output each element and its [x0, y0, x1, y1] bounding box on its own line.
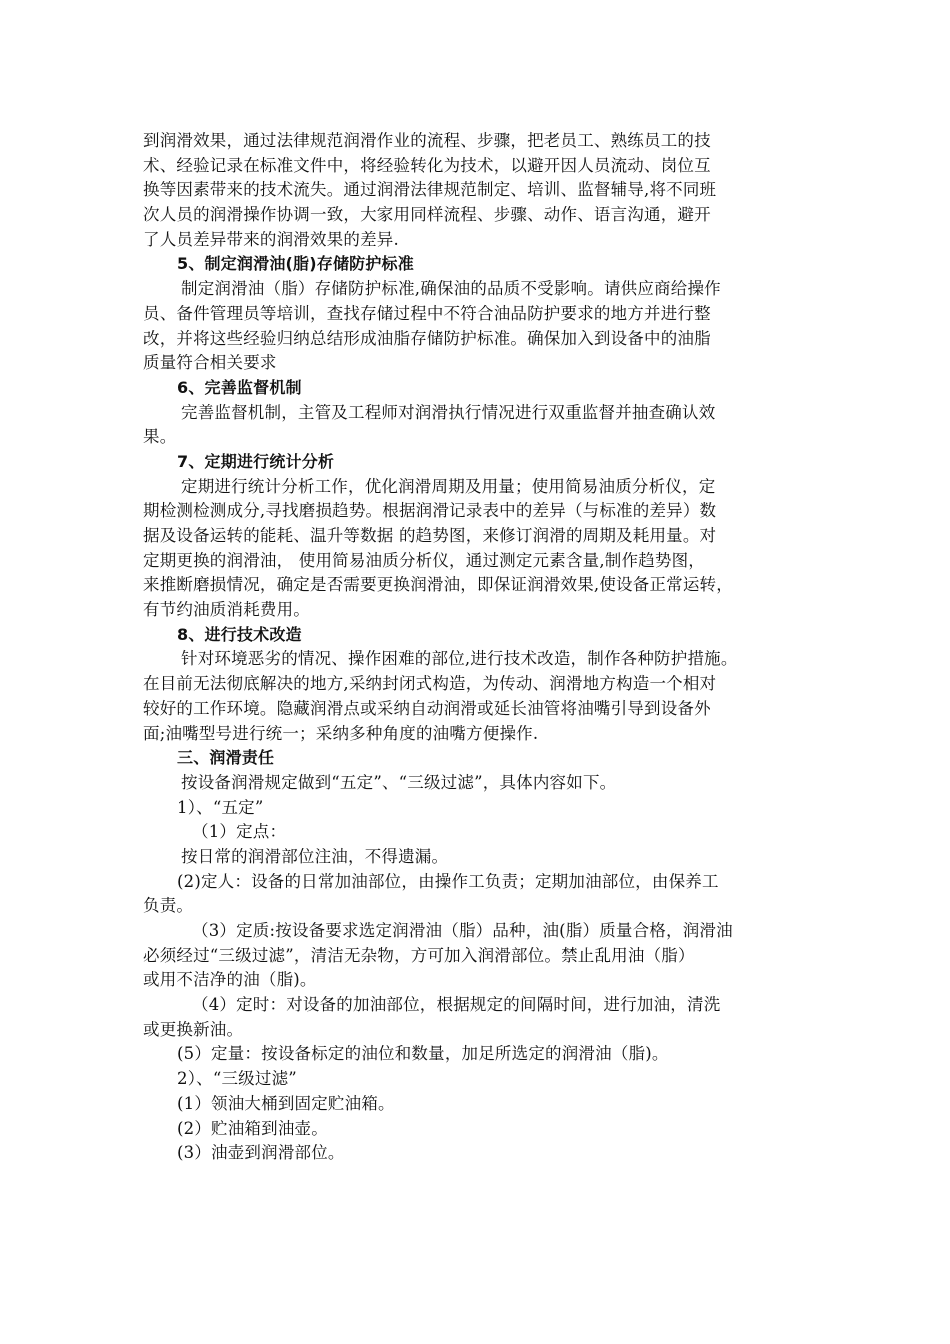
paragraph-line: 果。: [143, 427, 177, 447]
paragraph-line: 必须经过“三级过滤”，清洁无杂物，方可加入润滑部位。禁止乱用油（脂）: [143, 945, 695, 965]
list-item: (2）贮油箱到油壶。: [177, 1118, 328, 1138]
section-heading-7: 7、定期进行统计分析: [177, 451, 335, 471]
paragraph-line: 按日常的润滑部位注油，不得遗漏。: [181, 846, 449, 866]
paragraph-line: 改，并将这些经验归纳总结形成油脂存储防护标准。确保加入到设备中的油脂: [143, 328, 711, 348]
list-item: (3）油壶到润滑部位。: [177, 1143, 345, 1163]
paragraph-line: 定期更换的润滑油， 使用简易油质分析仪，通过测定元素含量,制作趋势图，: [143, 550, 705, 570]
list-item: （1）定点：: [192, 822, 287, 842]
document-body: [143, 129, 813, 1166]
paragraph-line: 在目前无法彻底解决的地方,采纳封闭式构造，为传动、润滑地方构造一个相对: [143, 674, 717, 694]
section-heading-3: 三、润滑责任: [177, 748, 275, 768]
list-heading-three-filter: 2）、“三级过滤”: [177, 1069, 297, 1089]
paragraph-line: 了人员差异带来的润滑效果的差异.: [143, 229, 399, 249]
paragraph-line: 次人员的润滑操作协调一致，大家用同样流程、步骤、动作、语言沟通，避开: [143, 205, 711, 225]
paragraph-line: 针对环境恶劣的情况、操作困难的部位,进行技术改造，制作各种防护措施。: [181, 649, 738, 669]
paragraph-line: 按设备润滑规定做到“五定”、“三级过滤”，具体内容如下。: [181, 772, 617, 792]
section-heading-8: 8、进行技术改造: [177, 624, 302, 644]
list-heading-five-fixed: 1）、“五定”: [177, 797, 264, 817]
paragraph-line: 换等因素带来的技术流失。通过润滑法律规范制定、培训、监督辅导,将不同班: [143, 180, 717, 200]
paragraph-line: 面;油嘴型号进行统一；采纳多种角度的油嘴方便操作.: [143, 723, 539, 743]
list-item: (1）领油大桶到固定贮油箱。: [177, 1093, 395, 1113]
list-item: （3）定质:按设备要求选定润滑油（脂）品种，油(脂）质量合格，润滑油: [192, 921, 733, 940]
paragraph-line: 完善监督机制，主管及工程师对润滑执行情况进行双重监督并抽查确认效: [181, 402, 716, 422]
list-item: (5）定量：按设备标定的油位和数量，加足所选定的润滑油（脂)。: [177, 1044, 669, 1064]
paragraph-line: 质量符合相关要求: [143, 353, 277, 373]
paragraph-line: 到润滑效果，通过法律规范润滑作业的流程、步骤，把老员工、熟练员工的技: [143, 131, 711, 150]
paragraph-line: 或更换新油。: [143, 1019, 244, 1039]
paragraph-line: 较好的工作环境。隐藏润滑点或采纳自动润滑或延长油管将油嘴引导到设备外: [143, 698, 711, 718]
list-item: （4）定时：对设备的加油部位，根据规定的间隔时间，进行加油，清洗: [192, 995, 721, 1015]
paragraph-line: 据及设备运转的能耗、温升等数据 的趋势图，来修订润滑的周期及耗用量。对: [143, 526, 717, 545]
paragraph-line: 制定润滑油（脂）存储防护标准,确保油的品质不受影响。请供应商给操作: [181, 279, 721, 299]
paragraph-line: 负责。: [143, 896, 194, 916]
paragraph-line: 或用不洁净的油（脂)。: [143, 970, 317, 990]
paragraph-line: 期检测检测成分,寻找磨损趋势。根据润滑记录表中的差异（与标准的差异）数: [143, 501, 717, 521]
paragraph-line: 员、备件管理员等培训，查找存储过程中不符合油品防护要求的地方并进行整: [143, 303, 711, 323]
paragraph-line: 有节约油质消耗费用。: [143, 600, 310, 620]
list-item: (2)定人：设备的日常加油部位，由操作工负责；定期加油部位，由保养工: [177, 871, 719, 891]
paragraph-line: 术、经验记录在标准文件中，将经验转化为技术，以避开因人员流动、岗位互: [143, 155, 711, 175]
paragraph-line: 来推断磨损情况，确定是否需要更换润滑油，即保证润滑效果,使设备正常运转，: [143, 575, 733, 595]
paragraph-line: 定期进行统计分析工作，优化润滑周期及用量；使用简易油质分析仪，定: [181, 476, 716, 496]
section-heading-6: 6、完善监督机制: [177, 377, 302, 397]
section-heading-5: 5、制定润滑油(脂)存储防护标准: [177, 254, 414, 274]
